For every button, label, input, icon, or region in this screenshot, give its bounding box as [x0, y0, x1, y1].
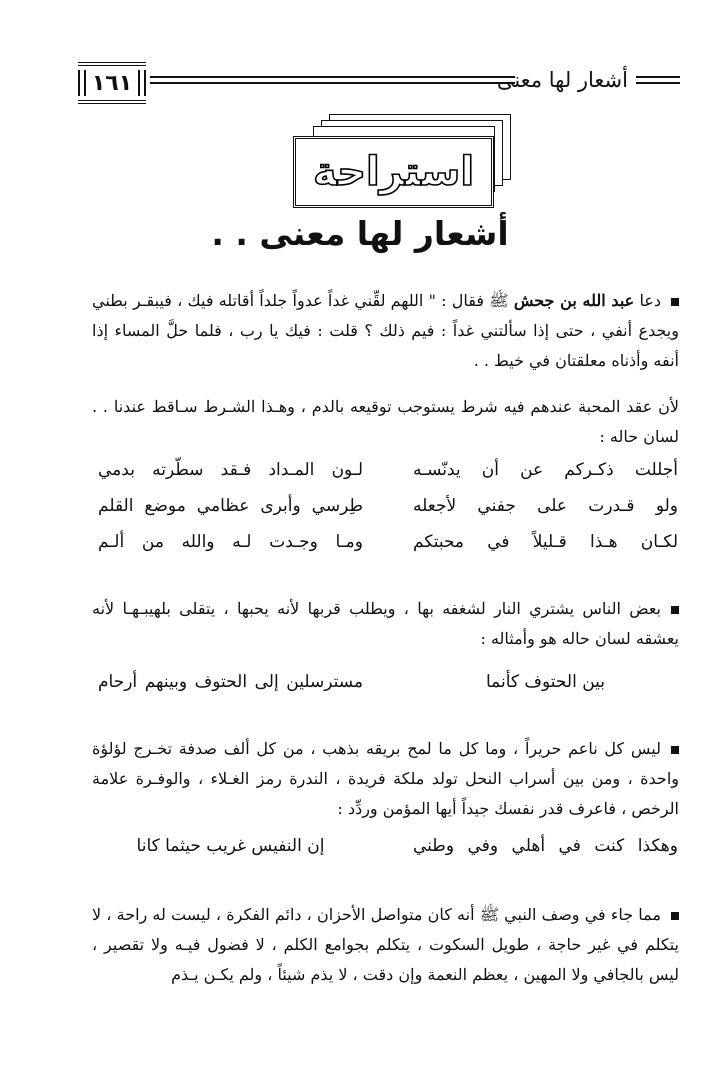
header-rule-left [150, 76, 515, 84]
verse-sadr: ولو قـدرت على جفني لأجعله [413, 496, 678, 516]
bullet-icon [671, 298, 679, 306]
chapter-label: استراحة [312, 149, 475, 195]
bullet-icon [671, 912, 679, 920]
header-rule-right [636, 76, 680, 84]
bullet-icon [671, 606, 679, 614]
poem-2 [98, 664, 678, 700]
poem-3 [98, 828, 678, 864]
verse-ajz: ومـا وجـدت لـه والله من ألـم [98, 532, 363, 552]
running-header [78, 62, 680, 106]
person-name: عبد الله بن جحش [513, 291, 635, 310]
verse [98, 452, 678, 488]
frame-card-main [293, 136, 494, 208]
verse-ajz: طِرسي وأبرى عظامي موضع القلم [98, 496, 363, 516]
verse [98, 828, 678, 864]
running-title: أشعار لها معنى [496, 68, 628, 92]
poem-1 [98, 452, 678, 560]
verse-sadr: لكـان هـذا قـليلاً في محبتكم [413, 532, 678, 552]
chapter-label-frame [273, 114, 533, 210]
verse-sadr: أجللت ذكـركم عن أن يدنّسـه [413, 460, 678, 480]
verse [98, 524, 678, 560]
text-run: بعض الناس يشتري النار لشغفه بها ، ويطلب قربها لأنه يحبها ، يتقلى بلهيبـهـا لأنه يعشقه لسان حاله هو وأمثاله : [92, 599, 679, 648]
verse-sadr: بين الحتوف كأنما [485, 672, 606, 692]
paragraph-3 [92, 734, 679, 824]
paragraph-2 [92, 594, 679, 654]
text-run: دعا [634, 291, 662, 310]
verse-sadr: وهكذا كنت في أهلي وفي وطني [413, 836, 678, 856]
verse [98, 488, 678, 524]
text-run: مما جاء في وصف النبي ﷺ أنه كان متواصل الأحزان ، دائم الفكرة ، ليست له راحة ، لا يتكلم في غير حاجة ، طويل السكوت ، يتكلم بجوامع الكلم ، لا فضول فيـه ولا تقصير ، ليس بالجافي ولا المهين ، يعظم النعمة وإن دقت ، لا يذم شيئاً ، ولم يكـن يـذم [92, 905, 679, 984]
verse-ajz: إن النفيس غريب حيثما كانا [136, 836, 325, 856]
chapter-subtitle: أشعار لها معنى . . [211, 214, 509, 253]
paragraph-1-continuation: لأن عقد المحبة عندهم فيه شرط يستوجب توقيعه بالدم ، وهـذا الشـرط سـاقط عندنا . . لسان حاله : [92, 397, 679, 446]
verse-ajz: مسترسلين إلى الحتوف وبينهم أرحام [98, 672, 363, 692]
verse-ajz: لـون المـداد فـقد سطّرته بدمي [98, 460, 363, 480]
paragraph-4 [92, 900, 679, 990]
text-run: ليس كل ناعم حريراً ، وما كل ما لمح بريقه بذهب ، من كل ألف صدفة تخـرج لؤلؤة واحدة ، ومن بين أسراب النحل تولد ملكة فريدة ، الندرة رمز الغـلاء ، والوفـرة علامة الرخص ، فاعرف قدر نفسك جيداً أيها المؤمن وردِّد : [92, 739, 679, 818]
text-run: ﷺ فقال : " اللهم لقِّني غداً عدواً جلداً أقاتله فيك ، فيبقـر بطني ويجدع أنفي ، حتى إذا سألتني غداً : فيم ذلك ؟ قلت : فيك يا رب ، فلما حلَّ المساء إذا أنفه وأذناه معلقتان في خيط . . [92, 291, 679, 370]
paragraph-1 [92, 286, 679, 376]
page-number: ١٦١ [78, 62, 146, 104]
verse [98, 664, 678, 700]
bullet-icon [671, 746, 679, 754]
